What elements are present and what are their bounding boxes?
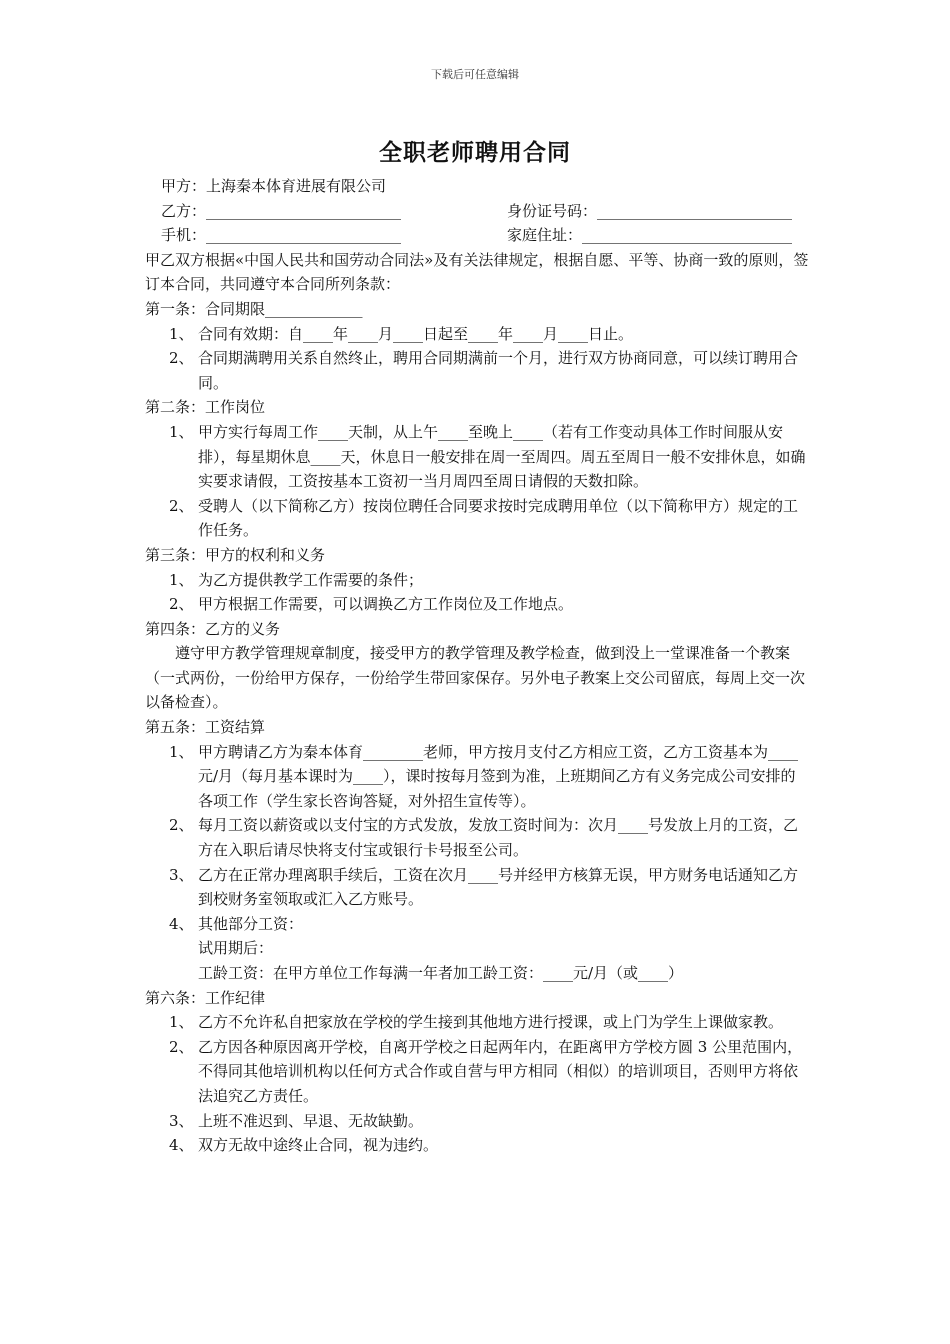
header-note: 下载后可任意编辑 bbox=[431, 68, 519, 81]
section-5-item bbox=[145, 912, 810, 937]
section-1-heading: 第一条：合同期限_____________ bbox=[145, 299, 363, 318]
intro-paragraph: 甲乙双方根据«中国人民共和国劳动合同法»及有关法律规定，根据自愿、平等、协商一致的原则，签订本合同，共同遵守本合同所列条款： bbox=[145, 250, 809, 294]
address-field: 家庭住址：____________________________ bbox=[507, 226, 793, 245]
section-3-item bbox=[145, 592, 810, 617]
item-number: 4、 bbox=[169, 1136, 194, 1155]
item-text: 乙方因各种原因离开学校，自离开学校之日起两年内，在距离甲方学校方圆 3 公里范围内，不得同其他培训机构以任何方式合作或自营与甲方相同（相似）的培训项目，否则甲方将依法追究乙方责任。 bbox=[198, 1037, 803, 1105]
item-text: 其他部分工资： bbox=[198, 914, 304, 933]
phone-field: 手机：__________________________ bbox=[161, 226, 402, 245]
section-5-item bbox=[145, 863, 810, 912]
section-5-item bbox=[145, 740, 810, 814]
party-a-row bbox=[145, 174, 810, 199]
item-text: 上班不准迟到、早退、无故缺勤。 bbox=[198, 1111, 424, 1130]
section-4-heading: 第四条：乙方的义务 bbox=[145, 619, 281, 638]
item-text: 双方无故中途终止合同，视为违约。 bbox=[198, 1136, 439, 1155]
party-a: 甲方：上海秦本体育进展有限公司 bbox=[161, 177, 387, 195]
seniority-pay-line: 工龄工资：在甲方单位工作每满一年者加工龄工资：____元/月（或____） bbox=[198, 964, 684, 982]
item-text: 乙方不允许私自把家放在学校的学生接到其他地方进行授课，或上门为学生上课做家教。 bbox=[198, 1013, 784, 1032]
section-6-heading: 第六条：工作纪律 bbox=[145, 988, 266, 1007]
contract-body bbox=[145, 174, 810, 1158]
section-3-heading: 第三条：甲方的权利和义务 bbox=[145, 545, 326, 564]
section-4-paragraph: 遵守甲方教学管理规章制度，接受甲方的教学管理及教学检查，做到没上一堂课准备一个教案（一式两份，一份给甲方保存，一份给学生带回家保存。另外电子教案上交公司留底，每周上交一次以备检查）。 bbox=[145, 644, 806, 712]
item-number: 2、 bbox=[169, 595, 194, 614]
item-number: 2、 bbox=[169, 496, 194, 515]
probation-line: 试用期后： bbox=[198, 939, 274, 958]
item-number: 1、 bbox=[169, 1013, 194, 1032]
party-b-row bbox=[145, 199, 810, 224]
section-5-item bbox=[145, 813, 810, 862]
section-1-item bbox=[145, 322, 810, 347]
item-number: 1、 bbox=[169, 324, 194, 343]
item-text: 甲方聘请乙方为秦本体育________老师，甲方按月支付乙方相应工资，乙方工资基本为____元/月（每月基本课时为____），课时按每月签到为准，上班期间乙方有义务完成公司安排的各项工作（学生家长咨询答疑，对外招生宣传等）。 bbox=[198, 742, 799, 810]
party-b-field: 乙方：__________________________ bbox=[161, 201, 402, 220]
section-6-item bbox=[145, 1109, 810, 1134]
item-text: 甲方实行每周工作____天制，从上午____至晚上____（若有工作变动具体工作时间服从安排），每星期休息____天，休息日一般安排在周一至周四。周五至周日一般不安排休息，如确实要求请假，工资按基本工资初一当月周四至周日请假的天数扣除。 bbox=[198, 422, 806, 491]
item-number: 1、 bbox=[169, 422, 194, 441]
item-number: 2、 bbox=[169, 1037, 194, 1056]
item-text: 合同有效期：自____年____月____日起至____年____月____日止。 bbox=[198, 324, 634, 343]
section-2-heading: 第二条：工作岗位 bbox=[145, 398, 266, 417]
section-6-item bbox=[145, 1035, 810, 1109]
item-number: 4、 bbox=[169, 914, 194, 933]
item-number: 2、 bbox=[169, 349, 194, 368]
item-number: 2、 bbox=[169, 816, 194, 835]
id-number-field: 身份证号码：__________________________ bbox=[507, 201, 793, 220]
section-1-item bbox=[145, 346, 810, 395]
section-5-heading: 第五条：工资结算 bbox=[145, 718, 266, 737]
item-number: 3、 bbox=[169, 865, 194, 884]
section-6-item bbox=[145, 1010, 810, 1035]
contract-title: 全职老师聘用合同 bbox=[379, 139, 571, 166]
item-number: 1、 bbox=[169, 742, 194, 761]
item-text: 甲方根据工作需要，可以调换乙方工作岗位及工作地点。 bbox=[198, 595, 574, 614]
contact-row bbox=[145, 223, 810, 248]
section-6-item bbox=[145, 1133, 810, 1158]
item-text: 乙方在正常办理离职手续后，工资在次月____号并经甲方核算无误，甲方财务电话通知乙方到校财务室领取或汇入乙方账号。 bbox=[198, 865, 799, 909]
item-text: 每月工资以薪资或以支付宝的方式发放，发放工资时间为：次月____号发放上月的工资，乙方在入职后请尽快将支付宝或银行卡号报至公司。 bbox=[198, 816, 799, 860]
item-number: 1、 bbox=[169, 570, 194, 589]
section-3-item bbox=[145, 568, 810, 593]
item-text: 受聘人（以下简称乙方）按岗位聘任合同要求按时完成聘用单位（以下简称甲方）规定的工作任务。 bbox=[198, 496, 799, 540]
section-2-item bbox=[145, 420, 810, 494]
item-text: 合同期满聘用关系自然终止，聘用合同期满前一个月，进行双方协商同意，可以续订聘用合同。 bbox=[198, 349, 799, 392]
section-2-item bbox=[145, 494, 810, 543]
item-number: 3、 bbox=[169, 1111, 194, 1130]
item-text: 为乙方提供教学工作需要的条件； bbox=[198, 570, 424, 589]
